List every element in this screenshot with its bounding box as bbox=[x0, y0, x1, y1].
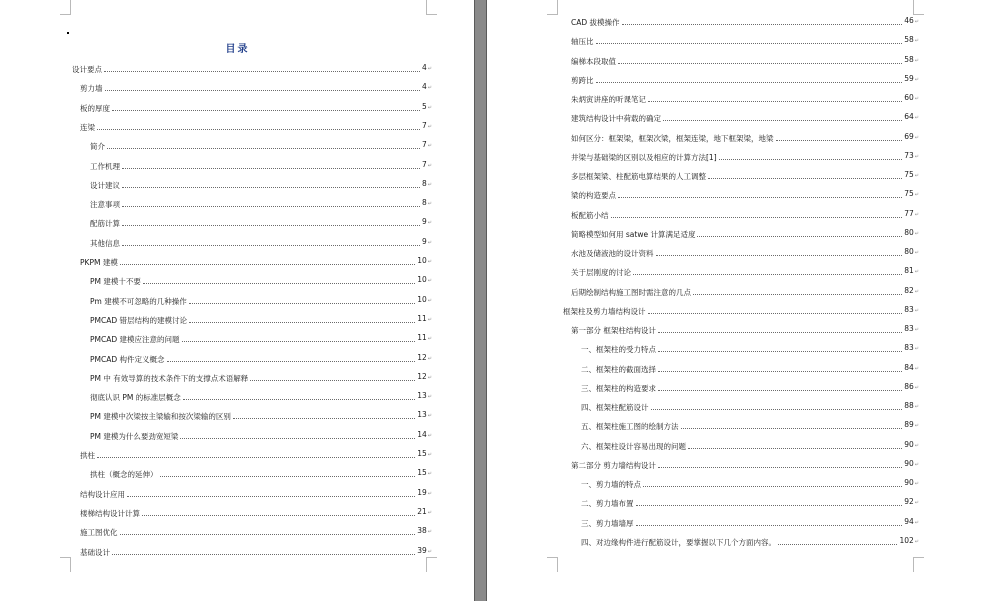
toc-dot-leader bbox=[658, 467, 902, 468]
toc-page-number: 83 ↵ bbox=[904, 342, 919, 355]
toc-entry-text: Pm 建模不可忽略的几种操作 bbox=[90, 296, 187, 306]
toc-page-number: 39 ↵ bbox=[417, 545, 432, 558]
toc-entry[interactable] bbox=[581, 479, 919, 490]
toc-dot-leader bbox=[648, 313, 903, 314]
toc-entry[interactable] bbox=[90, 180, 432, 191]
toc-dot-leader bbox=[122, 187, 420, 188]
toc-entry[interactable] bbox=[571, 267, 919, 278]
toc-entry[interactable] bbox=[581, 402, 919, 413]
toc-page-number: 84 ↵ bbox=[904, 362, 919, 375]
toc-entry[interactable] bbox=[571, 133, 919, 144]
toc-page-number: 102 ↵ bbox=[899, 535, 919, 548]
toc-entry[interactable] bbox=[90, 141, 432, 152]
toc-dot-leader bbox=[697, 236, 902, 237]
toc-page-number: 81 ↵ bbox=[904, 265, 919, 278]
toc-page-number: 73 ↵ bbox=[904, 150, 919, 163]
toc-entry[interactable] bbox=[571, 287, 919, 298]
toc-dot-leader bbox=[233, 418, 415, 419]
toc-page-number: 88 ↵ bbox=[904, 400, 919, 413]
toc-dot-leader bbox=[658, 351, 902, 352]
toc-dot-leader bbox=[122, 245, 420, 246]
toc-dot-leader bbox=[658, 332, 902, 333]
toc-entry-text: PKPM 建模 bbox=[80, 258, 118, 267]
toc-dot-leader bbox=[122, 225, 420, 226]
toc-entry[interactable] bbox=[90, 354, 432, 365]
toc-entry-text: 梁的构造要点 bbox=[571, 191, 616, 201]
toc-dot-leader bbox=[688, 448, 902, 449]
toc-entry-text: 剪跨比 bbox=[571, 75, 594, 85]
toc-entry[interactable] bbox=[90, 431, 432, 442]
toc-entry[interactable] bbox=[571, 325, 919, 336]
toc-page-number: 4 ↵ bbox=[422, 62, 432, 75]
toc-entry-text: 设计要点 bbox=[72, 65, 102, 74]
toc-entry[interactable] bbox=[80, 103, 432, 114]
toc-entry-text: 编梯本段取值 bbox=[571, 56, 616, 66]
toc-dot-leader bbox=[127, 496, 415, 497]
toc-entry[interactable] bbox=[581, 344, 919, 355]
toc-entry[interactable] bbox=[563, 306, 919, 317]
toc-page-number: 15 ↵ bbox=[417, 448, 432, 461]
toc-dot-leader bbox=[120, 264, 415, 265]
toc-dot-leader bbox=[142, 515, 415, 516]
toc-dot-leader bbox=[107, 148, 420, 149]
toc-dot-leader bbox=[104, 71, 420, 72]
toc-entry-text: 第一部分 框架柱结构设计 bbox=[571, 326, 656, 335]
toc-entry[interactable] bbox=[80, 547, 432, 558]
toc-page-number: 5 ↵ bbox=[422, 101, 432, 114]
toc-page-number: 14 ↵ bbox=[417, 429, 432, 442]
toc-entry-text: 三、框架柱的构造要求 bbox=[581, 383, 656, 393]
toc-entry-text: PM 建模十不要 bbox=[90, 277, 141, 287]
toc-entry[interactable] bbox=[90, 411, 432, 422]
margin-corner-mark bbox=[547, 0, 558, 15]
toc-entry-text: 简介 bbox=[90, 142, 105, 152]
toc-dot-leader bbox=[112, 554, 415, 555]
toc-page-number: 80 ↵ bbox=[904, 227, 919, 240]
toc-page-number: 69 ↵ bbox=[904, 131, 919, 144]
toc-page-number: 7 ↵ bbox=[422, 139, 432, 152]
toc-entry[interactable] bbox=[90, 276, 432, 287]
toc-page-number: 94 ↵ bbox=[904, 516, 919, 529]
toc-entry-text: 施工图优化 bbox=[80, 528, 118, 538]
toc-entry-text: 二、剪力墙布置 bbox=[581, 499, 634, 509]
toc-dot-leader bbox=[656, 255, 903, 256]
toc-page-number: 59 ↵ bbox=[904, 73, 919, 86]
toc-dot-leader bbox=[120, 534, 416, 535]
toc-dot-leader bbox=[182, 341, 416, 342]
toc-entry-text: 四、框架柱配筋设计 bbox=[581, 403, 649, 412]
toc-entry[interactable] bbox=[90, 469, 432, 480]
toc-dot-leader bbox=[776, 140, 903, 141]
toc-dot-leader bbox=[112, 110, 420, 111]
toc-entry[interactable] bbox=[90, 199, 432, 210]
toc-entry[interactable] bbox=[72, 64, 432, 75]
toc-entry[interactable] bbox=[571, 56, 919, 67]
toc-page-number: 90 ↵ bbox=[904, 458, 919, 471]
toc-page-number: 21 ↵ bbox=[417, 506, 432, 519]
toc-entry-text: 简略模型如何用 satwe 计算满足适度 bbox=[571, 229, 696, 239]
toc-dot-leader bbox=[681, 428, 903, 429]
toc-page-number: 11 ↵ bbox=[417, 332, 432, 345]
toc-entry[interactable] bbox=[80, 83, 432, 94]
toc-entry[interactable] bbox=[581, 421, 919, 432]
toc-entry-text: 水池及储液池的设计资料 bbox=[571, 249, 654, 258]
toc-entry-text: PMCAD 构件定义概念 bbox=[90, 354, 165, 364]
toc-entry[interactable] bbox=[80, 257, 432, 268]
toc-entry-text: 后期绘制结构施工图时需注意的几点 bbox=[571, 287, 691, 297]
toc-entry-text: 第二部分 剪力墙结构设计 bbox=[571, 460, 656, 470]
toc-entry-text: 剪力墙 bbox=[80, 84, 103, 94]
toc-page-number: 90 ↵ bbox=[904, 439, 919, 452]
toc-dot-leader bbox=[618, 197, 902, 198]
toc-page-number: 13 ↵ bbox=[417, 409, 432, 422]
toc-page-number: 10 ↵ bbox=[417, 274, 432, 287]
toc-entry-text: 楼梯结构设计计算 bbox=[80, 508, 140, 518]
toc-dot-leader bbox=[719, 159, 903, 160]
toc-page-number: 15 ↵ bbox=[417, 467, 432, 480]
toc-entry[interactable] bbox=[571, 152, 919, 163]
toc-page-number: 9 ↵ bbox=[422, 236, 432, 249]
toc-dot-leader bbox=[122, 168, 420, 169]
toc-entry-text: 注意事项 bbox=[90, 200, 120, 210]
toc-entry-text: 轴压比 bbox=[571, 37, 594, 47]
toc-dot-leader bbox=[663, 120, 902, 121]
toc-page-number: 12 ↵ bbox=[417, 352, 432, 365]
toc-entry-text: 一、剪力墙的特点 bbox=[581, 480, 641, 489]
toc-entry-text: PMCAD 建模应注意的问题 bbox=[90, 335, 180, 345]
toc-entry[interactable] bbox=[80, 450, 432, 461]
toc-page-number: 75 ↵ bbox=[904, 188, 919, 201]
toc-page-number: 83 ↵ bbox=[904, 323, 919, 336]
toc-dot-leader bbox=[636, 505, 903, 506]
toc-entry-text: 设计建议 bbox=[90, 180, 120, 190]
toc-entry-text: 建筑结构设计中荷载的确定 bbox=[571, 114, 661, 124]
toc-dot-leader bbox=[160, 476, 416, 477]
document-page-right bbox=[486, 0, 982, 601]
toc-dot-leader bbox=[596, 43, 903, 44]
toc-page-number: 89 ↵ bbox=[904, 419, 919, 432]
toc-entry-text: 结构设计应用 bbox=[80, 489, 125, 499]
toc-dot-leader bbox=[618, 63, 902, 64]
toc-dot-leader bbox=[643, 486, 902, 487]
toc-entry[interactable] bbox=[571, 36, 919, 47]
toc-page-number: 90 ↵ bbox=[904, 477, 919, 490]
margin-corner-mark bbox=[913, 557, 924, 572]
toc-dot-leader bbox=[189, 322, 415, 323]
toc-dot-leader bbox=[180, 438, 415, 439]
toc-dot-leader bbox=[648, 101, 902, 102]
toc-page-number: 77 ↵ bbox=[904, 208, 919, 221]
toc-entry[interactable] bbox=[581, 383, 919, 394]
toc-page-number: 64 ↵ bbox=[904, 111, 919, 124]
toc-entry-text: CAD 拔模操作 bbox=[571, 18, 620, 27]
toc-page-number: 80 ↵ bbox=[904, 246, 919, 259]
toc-entry[interactable] bbox=[90, 334, 432, 345]
toc-dot-leader bbox=[693, 294, 902, 295]
toc-entry[interactable] bbox=[581, 518, 919, 529]
toc-entry-text: 工作机理 bbox=[90, 161, 120, 171]
toc-entry[interactable] bbox=[571, 94, 919, 105]
margin-corner-mark bbox=[60, 0, 71, 15]
toc-page-number: 75 ↵ bbox=[904, 169, 919, 182]
toc-entry-text: 基础设计 bbox=[80, 547, 110, 557]
toc-page-number: 10 ↵ bbox=[417, 294, 432, 307]
toc-page-number: 60 ↵ bbox=[904, 92, 919, 105]
toc-entry-text: 多层框架梁、柱配筋电算结果的人工调整 bbox=[571, 172, 706, 181]
toc-entry[interactable] bbox=[571, 171, 919, 182]
toc-entry-text: 六、框架柱设计容易出现的问题 bbox=[581, 441, 686, 451]
toc-entry-text: 框架柱及剪力墙结构设计 bbox=[563, 306, 646, 316]
toc-page-number: 82 ↵ bbox=[904, 285, 919, 298]
toc-dot-leader bbox=[611, 217, 903, 218]
toc-page-number: 83 ↵ bbox=[904, 304, 919, 317]
toc-entry[interactable] bbox=[90, 296, 432, 307]
toc-page-number: 13 ↵ bbox=[417, 390, 432, 403]
toc-dot-leader bbox=[97, 457, 415, 458]
toc-dot-leader bbox=[167, 361, 416, 362]
toc-dot-leader bbox=[708, 178, 902, 179]
toc-dot-leader bbox=[250, 380, 415, 381]
toc-dot-leader bbox=[189, 303, 416, 304]
toc-page-number: 58 ↵ bbox=[904, 34, 919, 47]
toc-dot-leader bbox=[97, 129, 420, 130]
toc-entry[interactable] bbox=[90, 373, 432, 384]
toc-dot-leader bbox=[633, 274, 902, 275]
toc-entry-text: 朱炳寅讲座的听课笔记 bbox=[571, 95, 646, 104]
toc-entry[interactable] bbox=[581, 498, 919, 509]
toc-entry-text: 彻底认识 PM 的标准层概念 bbox=[90, 393, 181, 403]
toc-entry[interactable] bbox=[80, 489, 432, 500]
toc-dot-leader bbox=[636, 525, 903, 526]
toc-entry-text: 拱柱（概念的延伸） bbox=[90, 470, 158, 480]
toc-dot-leader bbox=[183, 399, 415, 400]
margin-corner-mark bbox=[426, 557, 437, 572]
toc-entry[interactable] bbox=[80, 527, 432, 538]
toc-entry[interactable] bbox=[80, 508, 432, 519]
toc-entry[interactable] bbox=[90, 238, 432, 249]
toc-entry[interactable] bbox=[581, 441, 919, 452]
toc-dot-leader bbox=[122, 206, 420, 207]
toc-entry-text: 二、框架柱的截面选择 bbox=[581, 364, 656, 374]
toc-entry-text: PM 建模中次梁按主梁输和按次梁输的区别 bbox=[90, 412, 231, 422]
toc-page-number: 7 ↵ bbox=[422, 120, 432, 133]
toc-entry-text: PM 建模为什么要劲宽短梁 bbox=[90, 431, 179, 441]
toc-dot-leader bbox=[622, 24, 903, 25]
toc-entry[interactable] bbox=[90, 161, 432, 172]
toc-page-number: 86 ↵ bbox=[904, 381, 919, 394]
toc-entry[interactable] bbox=[571, 190, 919, 201]
toc-title: 目录 bbox=[225, 44, 250, 55]
toc-entry-text: 其他信息 bbox=[90, 238, 120, 248]
toc-entry[interactable] bbox=[581, 537, 919, 548]
toc-entry-text: 如何区分：框架梁，框架次梁，框架连梁，地下框架梁，地梁 bbox=[571, 133, 774, 143]
toc-page-number: 10 ↵ bbox=[417, 255, 432, 268]
toc-entry-text: 五、框架柱施工图的绘制方法 bbox=[581, 422, 679, 432]
toc-entry[interactable] bbox=[571, 210, 919, 221]
toc-entry[interactable] bbox=[571, 248, 919, 259]
toc-page-number: 12 ↵ bbox=[417, 371, 432, 384]
toc-dot-leader bbox=[596, 82, 903, 83]
paragraph-dot bbox=[67, 32, 69, 34]
toc-entry-text: 拱柱 bbox=[80, 451, 95, 460]
toc-dot-leader bbox=[658, 390, 902, 391]
toc-entry-text: PMCAD 错层结构的建模讨论 bbox=[90, 315, 188, 325]
toc-entry-text: 关于层刚度的讨论 bbox=[571, 268, 631, 278]
margin-corner-mark bbox=[426, 0, 437, 15]
toc-page-number: 9 ↵ bbox=[422, 216, 432, 229]
toc-entry-text: 配筋计算 bbox=[90, 219, 120, 229]
toc-page-number: 8 ↵ bbox=[422, 178, 432, 191]
document-page-left bbox=[0, 0, 475, 601]
toc-entry-text: 三、剪力墙墙厚 bbox=[581, 518, 634, 528]
margin-corner-mark bbox=[913, 0, 924, 15]
toc-entry[interactable] bbox=[90, 315, 432, 326]
toc-dot-leader bbox=[143, 283, 415, 284]
toc-page-number: 7 ↵ bbox=[422, 159, 432, 172]
toc-dot-leader bbox=[778, 544, 897, 545]
margin-corner-mark bbox=[547, 557, 558, 572]
toc-entry-text: PM 中 有效导算的技术条件下的支撑点术语解释 bbox=[90, 373, 249, 383]
toc-entry[interactable] bbox=[571, 113, 919, 124]
toc-entry[interactable] bbox=[571, 17, 919, 28]
toc-page-number: 4 ↵ bbox=[422, 81, 432, 94]
toc-dot-leader bbox=[651, 409, 903, 410]
toc-entry[interactable] bbox=[90, 392, 432, 403]
toc-entry[interactable] bbox=[571, 460, 919, 471]
margin-corner-mark bbox=[60, 557, 71, 572]
toc-page-number: 92 ↵ bbox=[904, 496, 919, 509]
toc-entry[interactable] bbox=[80, 122, 432, 133]
toc-entry[interactable] bbox=[90, 218, 432, 229]
toc-dot-leader bbox=[105, 90, 421, 91]
toc-entry[interactable] bbox=[571, 229, 919, 240]
toc-page-number: 19 ↵ bbox=[417, 487, 432, 500]
toc-page-number: 58 ↵ bbox=[904, 54, 919, 67]
toc-entry[interactable] bbox=[581, 364, 919, 375]
toc-page-number: 8 ↵ bbox=[422, 197, 432, 210]
toc-entry-text: 一、框架柱的受力特点 bbox=[581, 345, 656, 355]
toc-entry-text: 板的厚度 bbox=[80, 103, 110, 113]
toc-entry-text: 板配筋小结 bbox=[571, 210, 609, 220]
toc-entry[interactable] bbox=[571, 75, 919, 86]
toc-entry-text: 四、对边缘构件进行配筋设计，要掌握以下几个方面内容。 bbox=[581, 537, 776, 547]
toc-entry-text: 井梁与基础梁的区别以及相应的计算方法[1] bbox=[571, 152, 717, 162]
toc-page-number: 46 ↵ bbox=[904, 15, 919, 28]
toc-page-number: 38 ↵ bbox=[417, 525, 432, 538]
toc-dot-leader bbox=[658, 371, 902, 372]
toc-entry-text: 连梁 bbox=[80, 122, 95, 132]
page-gutter bbox=[475, 0, 486, 601]
toc-page-number: 11 ↵ bbox=[417, 313, 432, 326]
